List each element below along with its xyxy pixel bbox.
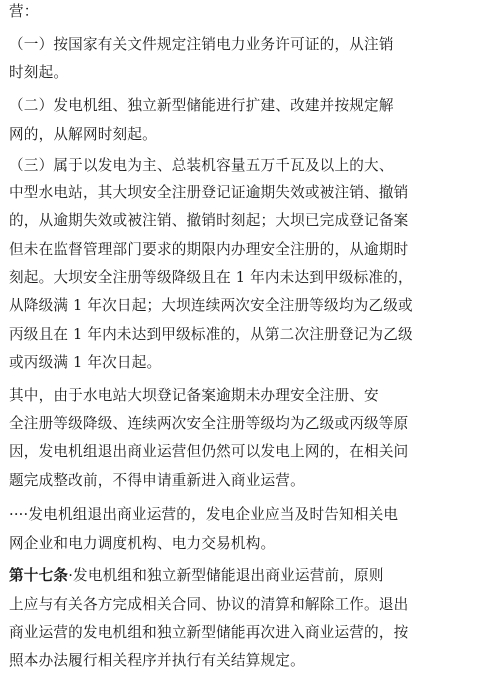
text-line: 或丙级满 1 年次日起。: [9, 354, 162, 371]
text-line: （二）发电机组、独立新型储能进行扩建、改建并按规定解: [9, 97, 394, 114]
text-line: （一）按国家有关文件规定注销电力业务许可证的，从注销: [9, 36, 394, 53]
text-line: 但未在监督管理部门要求的期限内办理安全注册的，从逾期时: [9, 241, 409, 258]
text-line: 刻起。大坝安全注册等级降级且在 1 年内未达到甲级标准的，: [9, 269, 413, 286]
text-line: 从降级满 1 年次日起；大坝连续两次安全注册等级均为乙级或: [9, 297, 413, 314]
text-line: 中型水电站，其大坝安全注册登记证逾期失效或被注销、撤销: [9, 184, 409, 201]
text-line: 因，发电机组退出商业运营但仍然可以发电上网的，在相关问: [9, 443, 409, 460]
text-line: 商业运营的发电机组和独立新型储能再次进入商业运营的，按: [9, 624, 409, 641]
text-line: 上应与有关各方完成相关合同、协议的清算和解除工作。退出: [9, 596, 409, 613]
text-line: 网企业和电力调度机构、电力交易机构。: [9, 535, 276, 552]
text-line: 题完成整改前，不得申请重新进入商业运营。: [9, 472, 305, 489]
text-line: 营：: [9, 3, 39, 20]
text-line: 丙级且在 1 年内未达到甲级标准的，从第二次注册登记为乙级: [9, 326, 413, 343]
text-line: 其中，由于水电站大坝登记备案逾期未办理安全注册、安: [9, 387, 379, 404]
article-heading: 第十七条: [9, 567, 69, 584]
text-line: ····发电机组退出商业运营的，发电企业应当及时告知相关电: [9, 506, 399, 523]
text-line: 时刻起。: [9, 64, 69, 81]
text-line: 网的，从解网时刻起。: [9, 126, 157, 143]
text-line: 的，从逾期失效或被注销、撤销时刻起；大坝已完成登记备案: [9, 212, 409, 229]
text-line: 照本办法履行相关程序并执行有关结算规定。: [9, 652, 305, 669]
article-first-line: [9, 567, 384, 585]
text-line: （三）属于以发电为主、总装机容量五万千瓦及以上的大、: [9, 157, 394, 174]
text-line: 全注册等级降级、连续两次安全注册等级均为乙级或丙级等原: [9, 415, 409, 432]
article-text: ·发电机组和独立新型储能退出商业运营前，原则: [68, 567, 384, 584]
